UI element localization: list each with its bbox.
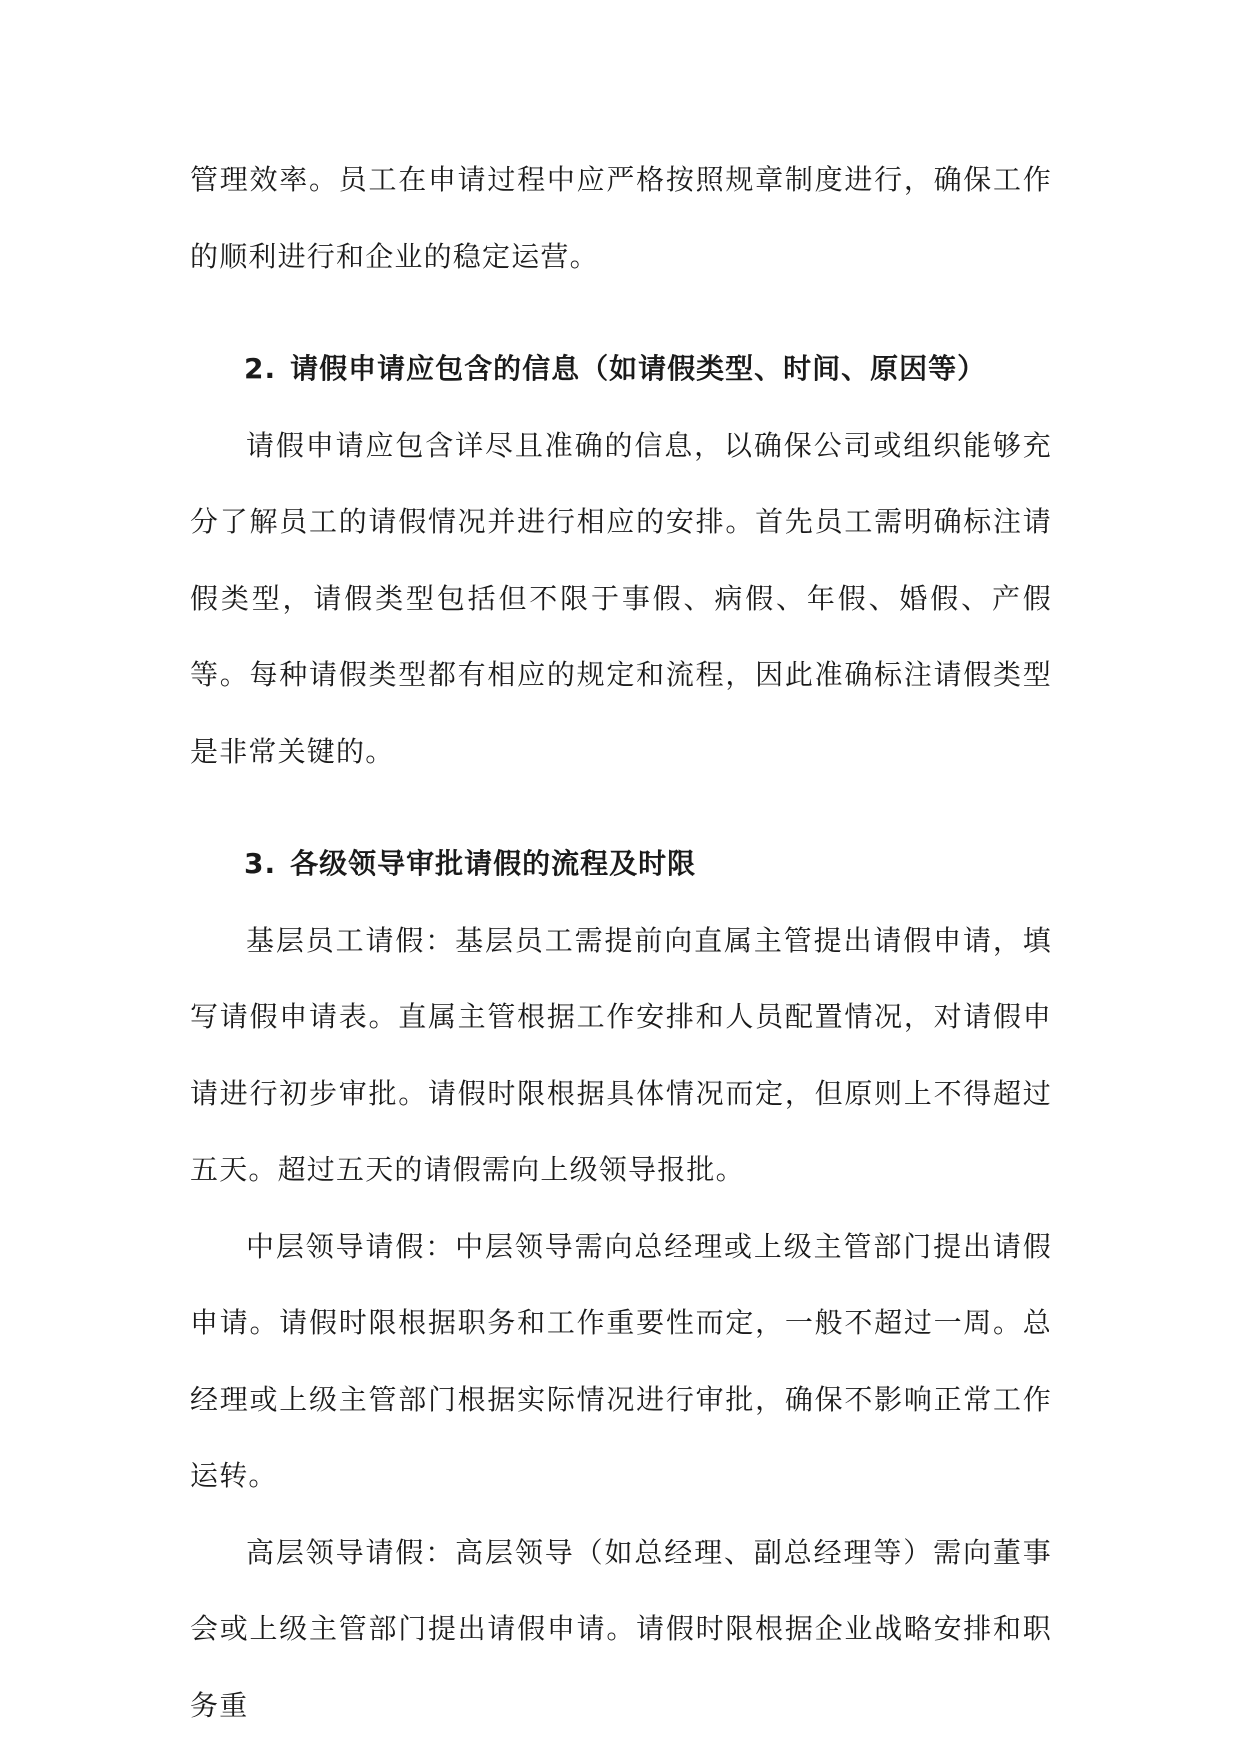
paragraph-intro-continuation: 管理效率。员工在申请过程中应严格按照规章制度进行，确保工作的顺利进行和企业的稳定运营。 — [190, 163, 1052, 273]
section-title: 各级领导审批请假的流程及时限 — [290, 847, 697, 880]
paragraph-basic-staff-leave: 基层员工请假：基层员工需提前向直属主管提出请假申请，填写请假申请表。直属主管根据工作安排和人员配置情况，对请假申请进行初步审批。请假时限根据具体情况而定，但原则上不得超过五天。超过五天的请假需向上级领导报批。 — [190, 923, 1052, 1186]
spacer — [190, 295, 1052, 331]
section-heading-3 — [190, 826, 1052, 903]
paragraph-senior-manager-leave: 高层领导请假：高层领导（如总经理、副总经理等）需向董事会或上级主管部门提出请假申请。请假时限根据企业战略安排和职务重 — [190, 1535, 1052, 1722]
paragraph-leave-info: 请假申请应包含详尽且准确的信息，以确保公司或组织能够充分了解员工的请假情况并进行相应的安排。首先员工需明确标注请假类型，请假类型包括但不限于事假、病假、年假、婚假、产假等。每种请假类型都有相应的规定和流程，因此准确标注请假类型是非常关键的。 — [190, 428, 1052, 768]
paragraph-middle-manager-leave: 中层领导请假：中层领导需向总经理或上级主管部门提出请假申请。请假时限根据职务和工作重要性而定，一般不超过一周。总经理或上级主管部门根据实际情况进行审批，确保不影响正常工作运转。 — [190, 1229, 1052, 1492]
document-body — [190, 142, 1052, 1744]
section-title: 请假申请应包含的信息（如请假类型、时间、原因等） — [290, 352, 987, 385]
section-number: 2. — [244, 352, 277, 385]
section-heading-2 — [190, 331, 1052, 408]
spacer — [190, 790, 1052, 826]
section-number: 3. — [244, 847, 277, 880]
